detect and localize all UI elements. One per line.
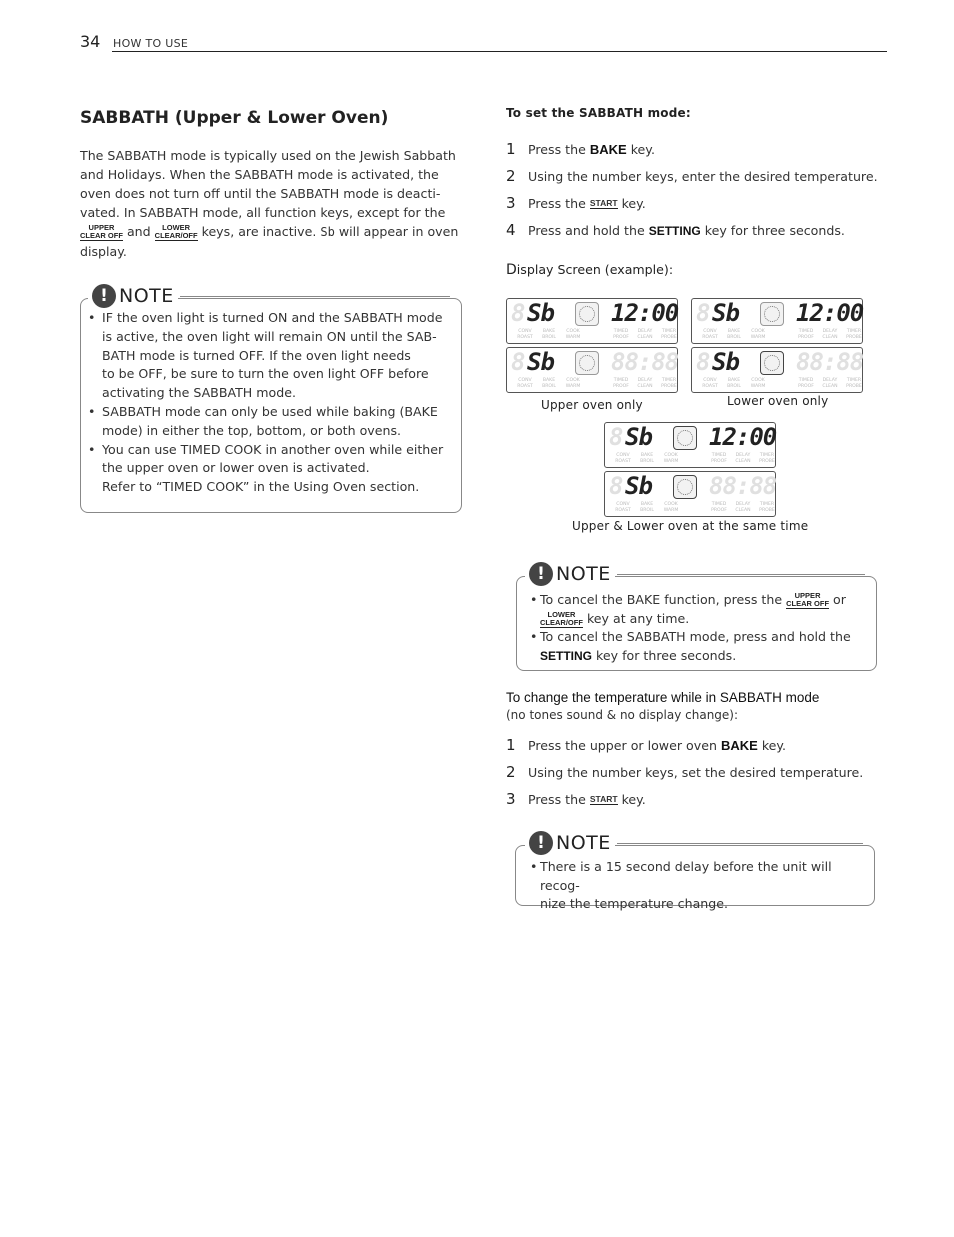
- display-blank-digit: 8: [696, 299, 710, 327]
- fan-icon: [760, 302, 784, 326]
- change-temp-heading: To change the temperature while in SABBATH mode: [506, 690, 820, 705]
- display-function-labels: CONV ROAST BAKE BROIL COOK WARM TIMED PROOF DELAY CLEAN TIMER PROBE: [615, 453, 775, 464]
- display-function-labels: CONV ROAST BAKE BROIL COOK WARM TIMED PROOF DELAY CLEAN TIMER PROBE: [517, 329, 677, 340]
- step: 3 Press the START key.: [506, 790, 646, 808]
- step: 2 Using the number keys, set the desired temperature.: [506, 763, 864, 781]
- display-time: 88:88: [709, 472, 777, 500]
- note-header: [525, 562, 615, 586]
- display-mode-sb: Sb: [625, 423, 652, 451]
- display-time: 12:00: [611, 299, 679, 327]
- note-list: [530, 858, 870, 914]
- oven-display-panel: [506, 298, 678, 344]
- display-time: 12:00: [709, 423, 777, 451]
- note-label: NOTE: [119, 285, 174, 307]
- fan-icon: [575, 351, 599, 375]
- exclamation-icon: !: [92, 284, 116, 308]
- intro-line: and Holidays. When the SABBATH mode is activated, the: [80, 167, 439, 182]
- intro-line: The SABBATH mode is typically used on the Jewish Sabbath: [80, 148, 456, 163]
- oven-display-panel: [604, 422, 776, 468]
- oven-display-panel: [691, 347, 863, 393]
- start-key: START: [589, 198, 618, 208]
- note-rule: [617, 574, 865, 575]
- page-title: SABBATH (Upper & Lower Oven): [80, 108, 389, 128]
- note-rule: [180, 296, 450, 297]
- set-mode-steps: [506, 142, 886, 250]
- display-time: 12:00: [796, 299, 864, 327]
- note-item: • IF the oven light is turned ON and the SABBATH mode is active, the oven light will remain ON until the SAB- BATH mode is turned OFF. If the oven light needs to be OFF, be sure to turn the oven light OFF before activating the SABBATH mode.: [80, 309, 462, 403]
- upper-clear-off-key: UPPER CLEAR OFF: [786, 591, 830, 608]
- display-function-labels: CONV ROAST BAKE BROIL COOK WARM TIMED PROOF DELAY CLEAN TIMER PROBE: [615, 502, 775, 513]
- intro-line-keys: UPPER CLEAR OFF and LOWER CLEAR/OFF keys, are inactive. Sb will appear in oven: [80, 223, 459, 240]
- lower-clear-off-key: LOWER CLEAR/OFF: [540, 609, 583, 627]
- exclamation-icon: !: [529, 562, 553, 586]
- note-item: • To cancel the SABBATH mode, press and hold the SETTING key for three seconds.: [530, 628, 870, 665]
- set-mode-heading: To set the SABBATH mode:: [506, 106, 691, 120]
- step: 4 Press and hold the SETTING key for three seconds.: [506, 221, 845, 239]
- intro-paragraph: [80, 146, 464, 261]
- section-label: HOW TO USE: [113, 37, 189, 50]
- display-blank-digit: 8: [696, 348, 710, 376]
- display-blank-digit: 8: [609, 472, 623, 500]
- display-function-labels: CONV ROAST BAKE BROIL COOK WARM TIMED PROOF DELAY CLEAN TIMER PROBE: [702, 329, 862, 340]
- display-blank-digit: 8: [511, 348, 525, 376]
- oven-display-panel: [604, 471, 776, 517]
- caption-lower: Lower oven only: [727, 394, 829, 408]
- display-time: 88:88: [611, 348, 679, 376]
- note-item: • To cancel the BAKE function, press the UPPER CLEAR OFF or LOWER CLEAR/OFF key at any time.: [530, 591, 870, 628]
- intro-line: vated. In SABBATH mode, all function keys, except for the: [80, 205, 446, 220]
- lower-clear-off-key: LOWER CLEAR/OFF: [154, 223, 198, 240]
- display-mode-sb: Sb: [712, 348, 739, 376]
- sb-glyph: Sb: [320, 225, 335, 239]
- start-key: START: [589, 794, 618, 804]
- note-header: [88, 284, 178, 308]
- display-function-labels: CONV ROAST BAKE BROIL COOK WARM TIMED PROOF DELAY CLEAN TIMER PROBE: [517, 378, 677, 389]
- oven-display-panel: [506, 347, 678, 393]
- intro-line: oven does not turn off until the SABBATH mode is deacti-: [80, 186, 441, 201]
- note-header: [525, 831, 615, 855]
- note-rule: [617, 843, 863, 844]
- change-temp-subheading: (no tones sound & no display change):: [506, 708, 739, 722]
- note-list: [80, 309, 462, 497]
- note-item: • There is a 15 second delay before the unit will recog- nize the temperature change.: [530, 858, 870, 914]
- step: 1 Press the BAKE key.: [506, 140, 655, 158]
- fan-icon: [673, 426, 697, 450]
- display-mode-sb: Sb: [712, 299, 739, 327]
- display-blank-digit: 8: [511, 299, 525, 327]
- header-rule: [112, 51, 887, 52]
- caption-both: Upper & Lower oven at the same time: [572, 519, 809, 533]
- note-label: NOTE: [556, 563, 611, 585]
- display-mode-sb: Sb: [625, 472, 652, 500]
- intro-line: display.: [80, 244, 127, 259]
- display-time: 88:88: [796, 348, 864, 376]
- note-item: • You can use TIMED COOK in another oven while either the upper oven or lower oven is activated. Refer to “TIMED COOK” in the Using Oven section.: [80, 441, 462, 497]
- upper-clear-off-key: UPPER CLEAR OFF: [80, 223, 123, 240]
- step: 3 Press the START key.: [506, 194, 646, 212]
- step: 1 Press the upper or lower oven BAKE key.: [506, 736, 787, 754]
- fan-icon: [760, 351, 784, 375]
- display-mode-sb: Sb: [527, 348, 554, 376]
- display-mode-sb: Sb: [527, 299, 554, 327]
- fan-icon: [673, 475, 697, 499]
- note-list: [530, 591, 870, 665]
- exclamation-icon: !: [529, 831, 553, 855]
- fan-icon: [575, 302, 599, 326]
- note-item: • SABBATH mode can only be used while baking (BAKE mode) in either the top, bottom, or both ovens.: [80, 403, 462, 441]
- oven-display-panel: [691, 298, 863, 344]
- caption-upper: Upper oven only: [541, 398, 643, 412]
- step: 2 Using the number keys, enter the desired temperature.: [506, 167, 878, 185]
- display-blank-digit: 8: [609, 423, 623, 451]
- change-temp-steps: [506, 738, 886, 819]
- display-heading: Display Screen (example):: [506, 262, 674, 278]
- note-label: NOTE: [556, 832, 611, 854]
- display-function-labels: CONV ROAST BAKE BROIL COOK WARM TIMED PROOF DELAY CLEAN TIMER PROBE: [702, 378, 862, 389]
- page-number: 34: [80, 32, 101, 51]
